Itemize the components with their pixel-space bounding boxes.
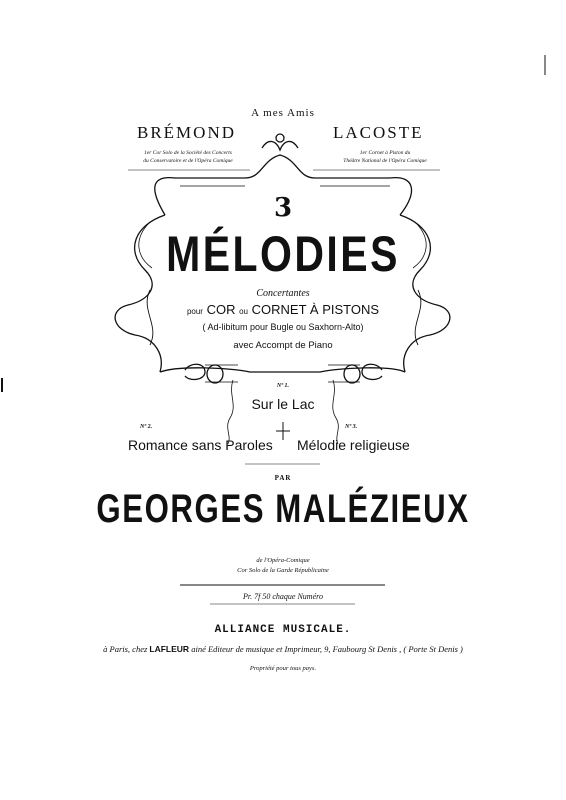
composer-credit-line2: Cor Solo de la Garde Républicaine (237, 567, 329, 574)
par-label: PAR (274, 474, 292, 482)
instrument-line (0, 302, 566, 317)
instrument-pour: pour (186, 307, 203, 316)
piece-1-title: Sur le Lac (251, 396, 315, 412)
composer-credit-line1: de l'Opéra-Comique (256, 557, 310, 564)
address-rest: ainé Editeur de musique et Imprimeur, 9, Faubourg St Denis , ( Porte St Denis ) (191, 644, 463, 654)
subtitle-concertantes: Concertantes (256, 288, 310, 299)
price: Pr. 7f 50 chaque Numéro (243, 592, 323, 601)
piece-2-title: Romance sans Paroles (128, 437, 273, 453)
instrument-ou: ou (239, 307, 249, 316)
composer-name: GEORGES MALÉZIEUX (96, 487, 470, 531)
dedicatee-left-name: BRÉMOND (137, 123, 237, 142)
dedicatee-right-line1: 1er Cornet à Piston du (359, 150, 411, 156)
composer-credits (0, 556, 566, 576)
dedication: A mes Amis (251, 107, 315, 119)
dedicatee-left-line2: du Conservatoire et de l'Opéra Comique (143, 158, 233, 164)
main-title: MÉLODIES (166, 226, 400, 282)
accompaniment-note: avec Accompt de Piano (233, 340, 333, 351)
dedicatee-left-line1: 1er Cor Solo de la Société des Concerts (144, 150, 232, 156)
address-name: LAFLEUR (149, 644, 190, 654)
publisher-address (0, 644, 566, 654)
publisher: ALLIANCE MUSICALE. (214, 624, 352, 636)
piece-3-title: Mélodie religieuse (297, 437, 410, 453)
dedicatee-right-name: LACOSTE (333, 123, 424, 142)
piece-3-number: Nº 3. (345, 424, 358, 430)
collection-number: 3 (273, 193, 293, 223)
instrument-cornet: CORNET À PISTONS (251, 302, 380, 317)
address-prefix: à Paris, chez (103, 644, 148, 654)
rights-notice: Propriété pour tous pays. (249, 665, 317, 672)
dedicatee-right-credits (310, 149, 460, 165)
instrument-cor: COR (206, 302, 236, 317)
adlib-note: ( Ad-libitum pour Bugle ou Saxhorn-Alto) (202, 322, 364, 332)
piece-2-number: Nº 2. (140, 424, 153, 430)
piece-1-number: Nº 1. (276, 383, 290, 389)
dedicatee-left-credits (98, 149, 278, 165)
dedicatee-right-line2: Théâtre National de l'Opéra Comique (343, 158, 427, 164)
